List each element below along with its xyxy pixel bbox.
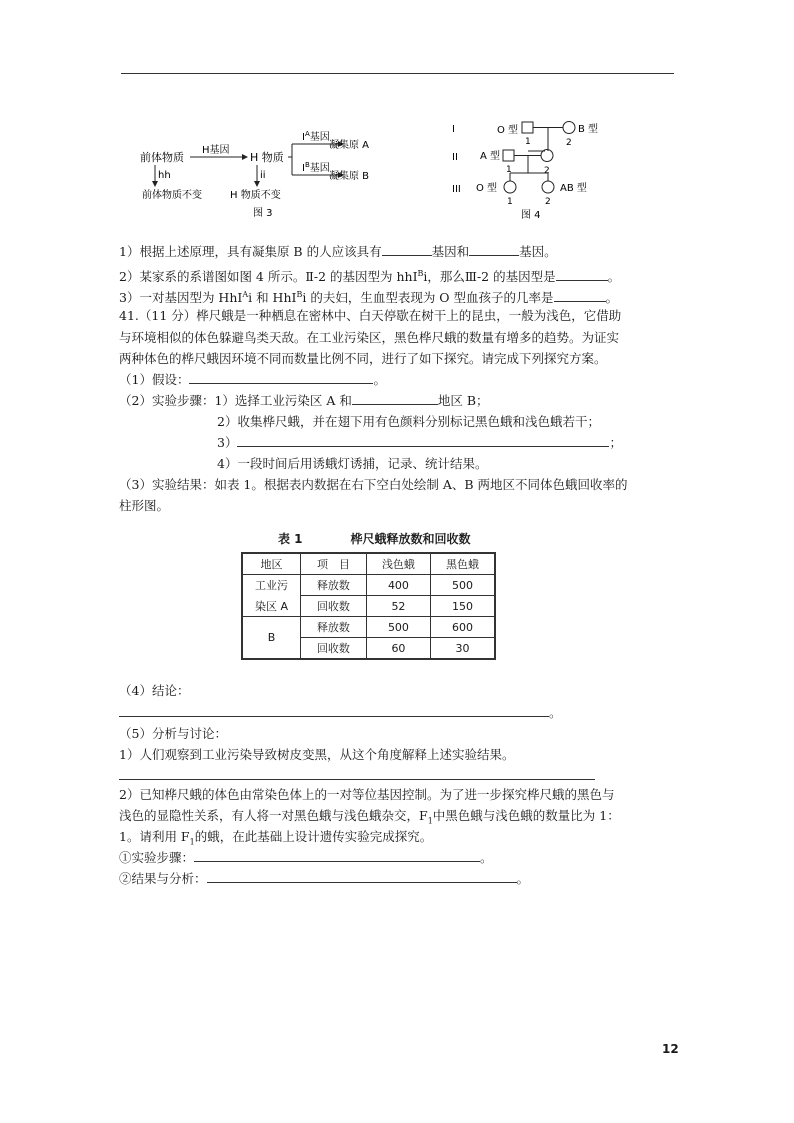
ia-gene-label: $I^A$基因	[302, 130, 330, 143]
step-4-line: 4）一段时间后用诱蛾灯诱捕，记录、统计结果。	[217, 456, 488, 471]
result-analysis-blank[interactable]	[207, 871, 517, 883]
region-a-cell-bottom: 染区 A	[242, 596, 300, 617]
dark-cell: 150	[430, 596, 495, 617]
step-1-text-b: 地区 B；	[437, 393, 489, 408]
experiment-steps-blank[interactable]	[194, 850, 480, 862]
q3-sup-1: A	[242, 290, 249, 299]
header-light-moth: 浅色蛾	[366, 553, 430, 575]
precursor-label: 前体物质	[140, 151, 184, 164]
step-1-text-a: （2）实验步骤：1）选择工业污染区 A 和	[119, 393, 352, 408]
question-3-line	[119, 287, 618, 306]
h-unchanged-label: H 物质不变	[230, 190, 281, 201]
conclusion-label: （4）结论：	[119, 683, 190, 698]
hypothesis-line	[119, 372, 386, 388]
figure-3-pathway	[140, 128, 370, 222]
iii1-number: 1	[507, 197, 513, 207]
i2-female-symbol	[563, 122, 575, 134]
q1-text-b: 基因和	[431, 244, 470, 259]
ii1-male-symbol	[503, 150, 514, 161]
i2-blood-type: B 型	[578, 124, 599, 135]
hypothesis-end: 。	[373, 372, 386, 387]
q3-text-b: i 和 HhI	[248, 290, 297, 306]
page-number: 12	[662, 1042, 679, 1056]
q3-text-a: 3）一对基因型为 HhI	[119, 290, 243, 306]
d2c-sub: 1	[189, 837, 195, 847]
q2-text-a: 2）某家系的系谱图如图 4 所示。Ⅱ-2 的基因型为 hhI	[119, 269, 418, 285]
conclusion-end: 。	[549, 705, 562, 720]
table-row	[242, 596, 495, 617]
experiment-steps-line	[119, 850, 493, 866]
ii1-number: 1	[506, 165, 512, 175]
light-cell: 400	[366, 575, 430, 596]
step-1-line	[119, 393, 489, 409]
step-2-line: 2）收集桦尺蛾，并在翅下用有色颜料分别标记黑色蛾和浅色蛾若干；	[217, 414, 600, 429]
q1-answer-blank-2[interactable]	[469, 244, 519, 256]
q41-intro-line-2: 与环境相似的体色躲避鸟类天敌。在工业污染区，黑色桦尺蛾的数量有增多的趋势。为证实	[119, 330, 620, 345]
item-cell: 释放数	[300, 617, 366, 638]
light-cell: 60	[366, 638, 430, 660]
q3-answer-blank[interactable]	[554, 290, 606, 302]
result-analysis-end: 。	[516, 871, 530, 886]
region-b-blank[interactable]	[352, 393, 438, 405]
question-2-line	[119, 266, 620, 285]
generation-i-label: I	[452, 124, 455, 135]
precursor-unchanged-label: 前体物质不变	[142, 190, 202, 201]
experiment-steps-label: ①实验步骤：	[119, 850, 195, 865]
table-title	[278, 530, 471, 547]
q2-text-c: 。	[607, 269, 621, 285]
iii1-blood-type: O 型	[476, 183, 498, 194]
step-3-end: ；	[609, 435, 622, 450]
conclusion-answer-line	[119, 705, 562, 721]
figure-4-pedigree	[448, 118, 608, 224]
dark-cell: 30	[430, 638, 495, 660]
h-gene-label: H基因	[202, 145, 230, 156]
iii2-number: 2	[545, 197, 551, 207]
q1-answer-blank-1[interactable]	[382, 244, 432, 256]
h-substance-label: H 物质	[250, 151, 284, 164]
table-row	[242, 575, 495, 596]
iii2-female-symbol	[542, 181, 554, 193]
figure-3-caption: 图 3	[253, 208, 273, 219]
header-rule	[121, 73, 674, 74]
item-cell: 释放数	[300, 575, 366, 596]
header-item: 项 目	[300, 553, 366, 575]
table-label: 表 1	[278, 532, 303, 546]
i1-number: 1	[525, 137, 531, 147]
iii1-female-symbol	[504, 181, 516, 193]
agglutinogen-b-label: 凝集原 B	[329, 171, 370, 182]
d2c-text-b: 的蛾，在此基础上设计遗传实验完成探究。	[194, 829, 433, 844]
discussion-2-line-3	[119, 829, 432, 851]
q41-intro-line-3: 两种体色的桦尺蛾因环境不同而数量比例不同，进行了如下探究。请完成下列探究方案。	[119, 351, 607, 366]
figure-4-caption: 图 4	[521, 210, 541, 221]
results-line-1: （3）实验结果：如表 1。根据表内数据在右下空白处绘制 A、B 两地区不同体色蛾回收率的	[119, 477, 628, 492]
discussion-1-blank[interactable]	[119, 768, 595, 780]
q1-text-c: 基因。	[519, 244, 557, 259]
release-recapture-table	[241, 552, 496, 660]
table-caption: 桦尺蛾释放数和回收数	[350, 532, 471, 546]
q2-sup: B	[417, 269, 424, 278]
i1-male-symbol	[522, 122, 533, 133]
question-1-line	[119, 244, 557, 260]
generation-ii-label: II	[452, 152, 458, 163]
results-line-2: 柱形图。	[119, 498, 170, 513]
ii2-female-symbol	[541, 150, 553, 162]
ib-gene-label: $I^B$基因	[302, 161, 330, 174]
hypothesis-label: （1）假设：	[119, 372, 190, 387]
iii2-blood-type: AB 型	[560, 183, 587, 194]
d2c-text-a: 1。请利用 F	[119, 829, 190, 844]
conclusion-blank[interactable]	[119, 705, 549, 717]
discussion-1-line: 1）人们观察到工业污染导致树皮变黑，从这个角度解释上述实验结果。	[119, 747, 515, 762]
q1-text-a: 1）根据上述原理，具有凝集原 B 的人应该具有	[119, 244, 382, 259]
discussion-label: （5）分析与讨论：	[119, 726, 227, 741]
q2-text-b: i，那么Ⅲ-2 的基因型是	[423, 269, 556, 285]
d2-text-b: 中黑色蛾与浅色蛾的数量比为 1：	[432, 808, 620, 823]
discussion-2-line-2	[119, 808, 620, 830]
i2-number: 2	[566, 138, 572, 148]
header-region: 地区	[242, 553, 300, 575]
table-header-row	[242, 553, 495, 575]
discussion-1-answer-line	[119, 768, 595, 784]
hh-label: hh	[158, 170, 171, 181]
result-analysis-label: ②结果与分析：	[119, 871, 207, 886]
d2-text-a: 浅色的显隐性关系，有人将一对黑色蛾与浅色蛾杂交，F	[119, 808, 428, 823]
q3-text-d: 。	[605, 290, 619, 306]
result-analysis-line	[119, 871, 529, 887]
step-3-blank[interactable]	[237, 435, 609, 447]
light-cell: 500	[366, 617, 430, 638]
generation-iii-label: III	[452, 184, 461, 195]
d2-sub: 1	[427, 816, 433, 826]
table-row	[242, 617, 495, 638]
q41-intro-line-1: 41.（11 分）桦尺蛾是一种栖息在密林中、白天停歇在树干上的昆虫，一般为浅色，它借助	[119, 308, 622, 323]
item-cell: 回收数	[300, 638, 366, 660]
light-cell: 52	[366, 596, 430, 617]
header-dark-moth: 黑色蛾	[430, 553, 495, 575]
step-3-line	[217, 435, 622, 451]
dark-cell: 600	[430, 617, 495, 638]
dark-cell: 500	[430, 575, 495, 596]
discussion-2-line-1: 2）已知桦尺蛾的体色由常染色体上的一对等位基因控制。为了进一步探究桦尺蛾的黑色与	[119, 787, 615, 802]
region-a-cell-top: 工业污	[242, 575, 300, 596]
item-cell: 回收数	[300, 596, 366, 617]
i1-blood-type: O 型	[497, 125, 519, 136]
hypothesis-blank[interactable]	[189, 372, 373, 384]
ii-label: ii	[260, 170, 266, 181]
step-3-label: 3）	[217, 435, 238, 450]
q3-sup-2: B	[296, 290, 303, 299]
q2-answer-blank[interactable]	[556, 269, 608, 281]
region-b-cell: B	[242, 617, 300, 660]
agglutinogen-a-label: 凝集原 A	[329, 140, 370, 151]
ii2-number: 2	[544, 166, 550, 176]
ii1-blood-type: A 型	[480, 151, 501, 162]
experiment-steps-end: 。	[480, 850, 493, 865]
q3-text-c: i 的夫妇，生血型表现为 O 型血孩子的几率是	[302, 290, 554, 306]
